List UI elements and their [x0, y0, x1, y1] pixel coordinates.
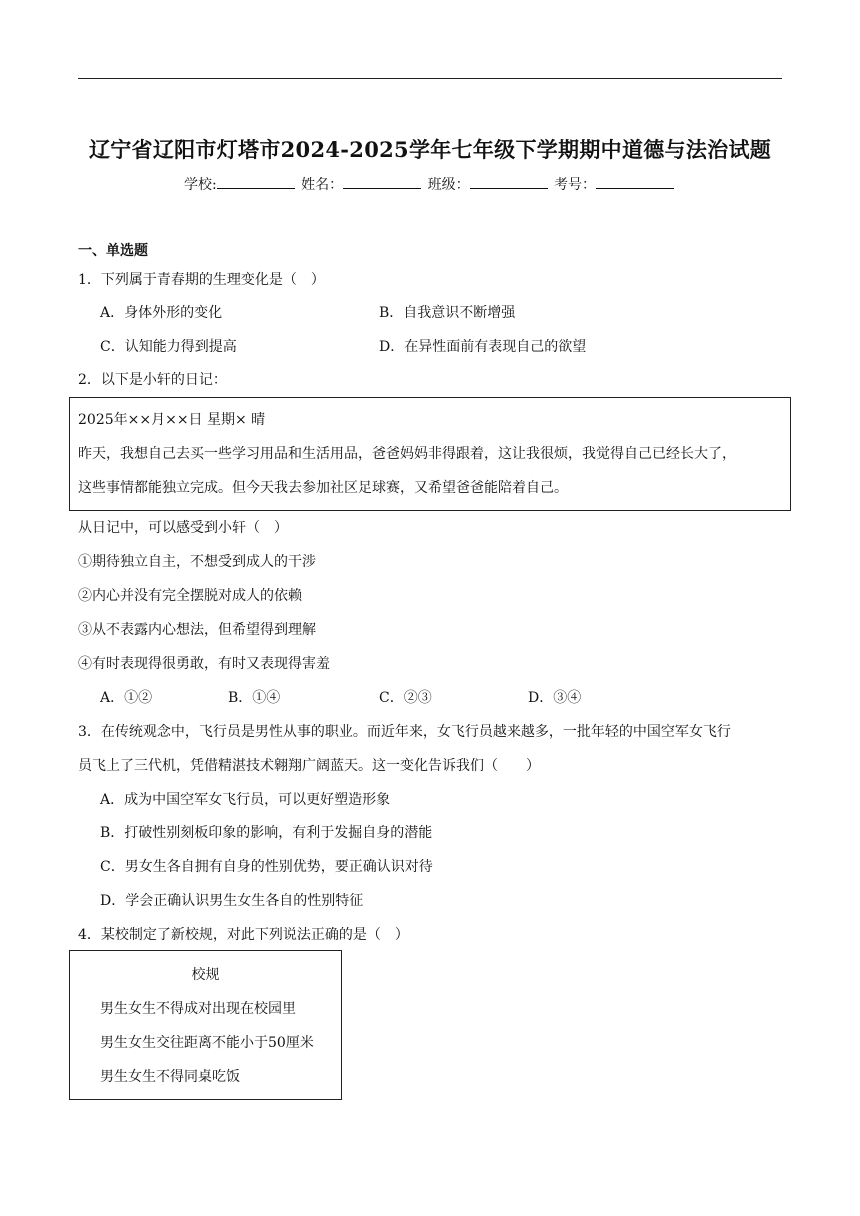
school-rule-3: 男生女生不得同桌吃饭 — [100, 1069, 240, 1085]
diary-line-2: 这些事情都能独立完成。但今天我去参加社区足球赛，又希望爸爸能陪着自己。 — [78, 480, 568, 496]
diary-date: 2025年××月××日 星期× 晴 — [78, 412, 266, 428]
school-rule-1: 男生女生不得成对出现在校园里 — [100, 1001, 296, 1017]
q1-option-a[interactable]: A．身体外形的变化 — [100, 305, 223, 321]
diary-line-1: 昨天，我想自己去买一些学习用品和生活用品，爸爸妈妈非得跟着，这让我很烦，我觉得自己已经长大了， — [78, 446, 736, 462]
q2-option-b[interactable]: B．①④ — [228, 690, 281, 706]
class-blank[interactable] — [470, 176, 548, 189]
school-label: 学校: — [183, 177, 217, 193]
q3-stem-line-1: 3．在传统观念中，飞行员是男性从事的职业。而近年来，女飞行员越来越多，一批年轻的中国空军女飞行 — [78, 724, 731, 740]
q2-statement-2: ②内心并没有完全摆脱对成人的依赖 — [78, 588, 302, 604]
q2-option-a[interactable]: A．①② — [100, 690, 153, 706]
student-info-line — [0, 174, 860, 194]
q3-option-a[interactable]: A．成为中国空军女飞行员，可以更好塑造形象 — [100, 792, 391, 808]
q3-option-b[interactable]: B．打破性别刻板印象的影响，有利于发掘自身的潜能 — [100, 825, 433, 841]
exam-no-blank[interactable] — [596, 176, 674, 189]
section-heading: 一、单选题 — [78, 243, 148, 259]
q3-option-d[interactable]: D．学会正确认识男生女生各自的性别特征 — [100, 893, 364, 909]
q1-stem: 1．下列属于青春期的生理变化是（ ） — [78, 272, 325, 288]
diary-box — [69, 397, 791, 511]
school-rule-2: 男生女生交往距离不能小于50厘米 — [100, 1035, 314, 1051]
q1-option-b[interactable]: B．自我意识不断增强 — [379, 305, 516, 321]
class-label: 班级： — [427, 177, 470, 193]
q2-statement-1: ①期待独立自主，不想受到成人的干涉 — [78, 554, 316, 570]
school-rules-box — [69, 950, 342, 1100]
q1-option-d[interactable]: D．在异性面前有表现自己的欲望 — [379, 339, 587, 355]
school-blank[interactable] — [217, 176, 295, 189]
q2-statement-3: ③从不表露内心想法，但希望得到理解 — [78, 622, 316, 638]
school-rules-title: 校规 — [191, 967, 220, 983]
q3-option-c[interactable]: C．男女生各自拥有自身的性别优势，要正确认识对待 — [100, 859, 433, 875]
q1-option-c[interactable]: C．认知能力得到提高 — [100, 339, 237, 355]
q4-stem: 4．某校制定了新校规，对此下列说法正确的是（ ） — [78, 927, 409, 943]
q2-stem: 2．以下是小轩的日记： — [78, 372, 227, 388]
q2-statement-4: ④有时表现得很勇敢，有时又表现得害羞 — [78, 656, 330, 672]
q3-stem-line-2: 员飞上了三代机，凭借精湛技术翱翔广阔蓝天。这一变化告诉我们（ ） — [78, 758, 540, 774]
header-rule — [78, 78, 782, 79]
exam-title: 辽宁省辽阳市灯塔市2024-2025学年七年级下学期期中道德与法治试题 — [88, 137, 772, 162]
q2-option-c[interactable]: C．②③ — [379, 690, 432, 706]
name-blank[interactable] — [343, 176, 421, 189]
q2-option-d[interactable]: D．③④ — [528, 690, 582, 706]
exam-no-label: 考号： — [554, 177, 597, 193]
q2-prompt: 从日记中，可以感受到小轩（ ） — [78, 520, 288, 536]
name-label: 姓名： — [301, 177, 344, 193]
